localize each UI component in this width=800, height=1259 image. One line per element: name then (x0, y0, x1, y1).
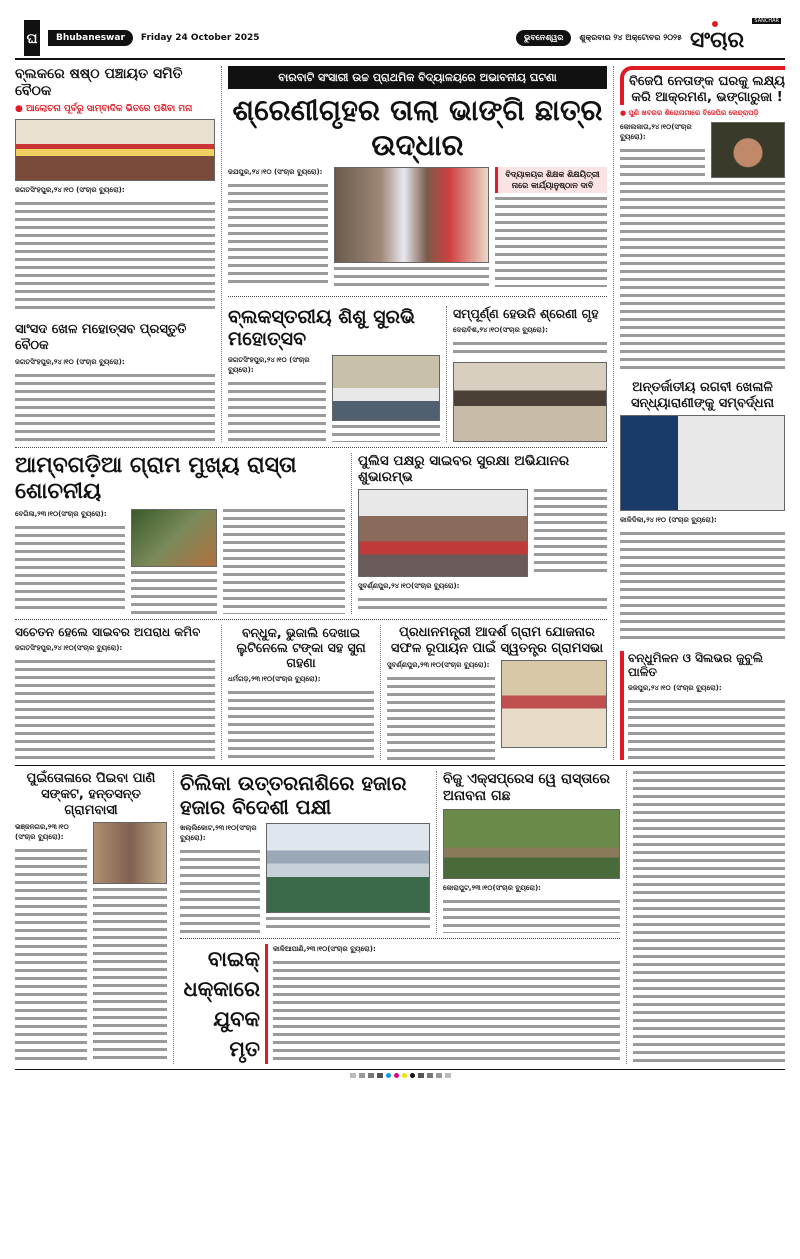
body-lead-col3 (495, 167, 607, 287)
page-letter: ଘ (24, 20, 40, 56)
article-chilika-bike (180, 771, 620, 1064)
column-rule (613, 66, 614, 760)
body-lines (387, 677, 495, 760)
headline-road: ଆମ୍ବଗଡ଼ିଆ ଗ୍ରାମ ମୁଖ୍ୟ ରାସ୍ତା ଶୋଚନୀୟ (15, 452, 297, 504)
column-rule (351, 453, 352, 614)
headline-bjp: ବିଜେପି ନେତାଙ୍କ ଘରକୁ ଲକ୍ଷ୍ୟ କରି ଆକ୍ରମଣ, ଭଙ୍ଗାରୁଜା ! (629, 74, 785, 105)
photo-rugby (620, 415, 785, 511)
body-lines (180, 850, 260, 933)
column-rule (446, 306, 447, 442)
road-body (15, 509, 345, 614)
photo-classroom (453, 362, 607, 442)
article-adarsh (387, 625, 607, 760)
divider (15, 619, 607, 620)
column-rule (221, 66, 222, 442)
body-lines (15, 849, 87, 1064)
headline-chilika: ଚିଲିକା ଉତ୍ତରନାଶିରେ ହଜାର ହଜାର ବିଦେଶୀ ପକ୍ଷୀ (180, 771, 407, 820)
divider-solid (15, 765, 785, 766)
body-road-2 (131, 509, 217, 614)
body-loot (228, 691, 374, 760)
dateline-lead: ଜଯପୁର,୨୪।୧୦ (ସଂଚାର ବ୍ୟୁରୋ): (228, 167, 323, 176)
surabhi-body (228, 355, 440, 441)
col-right (620, 66, 785, 760)
subhead-panchayat: ● ଆଲୋଚନା ପୂର୍ବରୁ ସାମ୍ବାଦିକ ଭିତରେ ପଶିବା ମନା (15, 103, 193, 114)
dateline-adarsh: ସୁବର୍ଣ୍ଣପୁର,୨୩।୧୦(ସଂଚାର ବ୍ୟୁରୋ): (387, 661, 490, 670)
body-biju (443, 900, 620, 933)
dateline-sansad: ଜଗତସିଂହପୁର,୨୪।୧୦ (ସଂଚାର ବ୍ୟୁରୋ): (15, 358, 125, 367)
logo-text: ସଂଚାର (690, 28, 745, 53)
body-road (15, 509, 125, 614)
lead-body (228, 167, 607, 287)
dateline-jubilee: ଜଜପୁର,୨୪।୧୦ (ସଂଚାର ବ୍ୟୁରୋ): (628, 684, 722, 693)
headline-line: ଯୁବକ ମୃତ (213, 1007, 260, 1062)
column-rule (173, 771, 174, 1064)
row-d (15, 771, 785, 1064)
chilika-body (180, 823, 430, 933)
body-biju-2 (633, 771, 785, 1064)
article-surabhi (228, 306, 440, 442)
body-sansad (15, 374, 215, 441)
dateline-surabhi: ଜଗତସିଂହପୁର,୨୪।୧୦ (ସଂଚାର ବ୍ୟୁରୋ): (228, 356, 310, 375)
body-lines (15, 526, 125, 614)
date-en: Friday 24 October 2025 (140, 33, 260, 43)
article-classroom (453, 306, 607, 442)
body-surabhi (228, 355, 326, 441)
photo-cyber-police (358, 489, 528, 577)
photo-students (334, 167, 489, 263)
body-chilika-3 (266, 917, 430, 933)
subhead-text: ଆଲୋଚନା ପୂର୍ବରୁ ସାମ୍ବାଦିକ ଭିତରେ ପଶିବା ମନା (26, 103, 193, 114)
kicker-lead: ବାରବାଟି ସଂସାରୀ ଉଚ୍ଚ ପ୍ରାଥମିକ ବିଦ୍ୟାଳୟରେ ଅଭାବନୀୟ ଘଟଣା (228, 66, 607, 89)
adarsh-body (387, 660, 607, 760)
dateline-biju: କୋରାପୁଟ,୨୩।୧୦(ସଂଚାର ବ୍ୟୁରୋ): (443, 883, 541, 892)
dateline-bjp: କୋଲକାତା,୨୪।୧୦(ସଂଚାର ବ୍ୟୁରୋ): (620, 123, 692, 142)
bike-accent-bar (265, 944, 268, 1064)
body-classroom (453, 342, 607, 358)
photo-biju-road (443, 809, 620, 879)
body-lines (334, 267, 489, 287)
bjp-top (620, 122, 785, 178)
body-bjp (620, 122, 705, 178)
headline-classroom: ସମ୍ପୂର୍ଣ୍ଣ ହେଉନି ଶ୍ରେଣୀ ଗୃହ (453, 305, 599, 321)
photo-gramsabha (501, 660, 607, 748)
photo-bjp-leader (711, 122, 785, 178)
headline-bike (180, 944, 260, 1064)
body-lines (620, 149, 705, 178)
headline-panchayat: ବ୍ଲକରେ ଷଷ୍ଠ ପଞ୍ଚାୟତ ସମିତି ବୈଠକ (15, 66, 183, 99)
subhead-bjp: ● ପୁଣି ଖବରର ଶିରୋନାମାରେ ବିଜେପିର କେନ୍ଦ୍ରାପଡ଼ି (620, 109, 759, 118)
col-left (15, 66, 215, 442)
body-lines (131, 571, 217, 614)
chilika-biju-row (180, 771, 620, 933)
jubilee-accent-bar (620, 651, 624, 761)
headline-loot: ବନ୍ଧୁକ, ଭୁଜାଲି ଦେଖାଇ ଲୁଟିନେଲେ ଟଙ୍କା ସହ ସୁନା ଗହଣା (236, 624, 366, 670)
body-cyber-police-2 (358, 598, 607, 614)
article-water (15, 771, 167, 1064)
body-surabhi-2 (332, 355, 440, 441)
dateline-classroom: ଦେରାବିଶ,୨୪।୧୦(ସଂଚାର ବ୍ୟୁରୋ): (453, 325, 548, 334)
body-water-2 (93, 822, 167, 1064)
body-lines (273, 961, 620, 1064)
body-panchayat (15, 202, 215, 312)
dateline-loot: ଧର୍ମଗଡ଼,୨୩।୧୦(ସଂଚାର ବ୍ୟୁରୋ): (228, 674, 321, 683)
masthead (15, 18, 785, 60)
headline-jubilee: ବନ୍ଧୁମିଳନ ଓ ସିଲଭର ଜୁବୁଲି ପାଳିତ (628, 650, 764, 679)
column-rule (626, 771, 627, 1064)
col-middle (228, 66, 607, 442)
dateline-road: ବେଗିଳା,୨୩।୧୦(ସଂଚାର ବ୍ୟୁରୋ): (15, 510, 107, 519)
cyber-police-top (358, 489, 607, 577)
dateline-cyber-aware: ଜଗତସିଂହପୁର,୨୪।୧୦(ସଂଚାର ବ୍ୟୁରୋ): (15, 644, 123, 653)
dateline-water: ଭଞ୍ଜନଗର,୨୩।୧୦ (ସଂଚାର ବ୍ୟୁରୋ): (15, 823, 69, 842)
photo-meeting (15, 119, 215, 181)
dateline-panchayat: ଜଗତସିଂହପୁର,୨୪।୧୦ (ସଂଚାର ବ୍ୟୁରୋ): (15, 186, 125, 195)
divider-solid (15, 1069, 785, 1070)
water-body (15, 822, 167, 1064)
divider (15, 447, 607, 448)
body-cyber-aware (15, 660, 215, 760)
headline-line: ବାଇକ୍ (207, 947, 260, 972)
body-lead-col2 (334, 167, 489, 287)
headline-sansad: ସାଂସଦ ଖେଳ ମହୋତ୍ସବ ପ୍ରସ୍ତୁତି ବୈଠକ (15, 322, 187, 353)
body-road-3 (223, 509, 345, 614)
row-a (15, 66, 607, 442)
body-lines (93, 888, 167, 1064)
body-lines (332, 425, 440, 441)
jubilee-content (628, 651, 785, 761)
headline-adarsh: ପ୍ରଧାନମନ୍ତ୍ରୀ ଆଦର୍ଶ ଗ୍ରାମ ଯୋଜନାର ସଫଳ ରୂପାୟନ ପାଇଁ ସ୍ୱତନ୍ତ୍ର ଗ୍ରାମସଭା (390, 624, 604, 656)
article-biju (443, 771, 620, 933)
date-or: ଶୁକ୍ରବାର ୨୪ ଅକ୍ଟୋବର ୨୦୨୫ (579, 33, 682, 42)
body-rugby (620, 532, 785, 640)
body-lines (228, 382, 326, 441)
article-cyber-aware (15, 625, 215, 760)
divider (180, 938, 620, 939)
main-area (15, 66, 785, 760)
body-adarsh (387, 660, 495, 760)
body-cyber-police (534, 489, 607, 577)
headline-water: ପୁଇଁତୋଳାରେ ପିଇବା ପାଣି ସଙ୍କଟ, ହନ୍ତସନ୍ତ ଗ୍ରାମବାସୀ (26, 771, 156, 818)
dateline-chilika: ଖଲ୍ଲିକୋଟ,୨୩।୧୦(ସଂଚାର ବ୍ୟୁରୋ): (180, 824, 257, 843)
body-bike (273, 944, 620, 1064)
left-area (15, 66, 607, 760)
sidebar-lead: ବିଦ୍ୟାଳୟର ଶିକ୍ଷକ ଶିକ୍ଷୟିତ୍ରୀ ନାରେ କାର୍ଯ୍ୟାନୁଷ୍ଠାନ ଦାବି (495, 167, 607, 193)
article-jubilee (620, 651, 785, 761)
dateline-bike: କାଳିଆପାଣି,୨୩।୧୦(ସଂଚାର ବ୍ୟୁରୋ): (273, 945, 376, 954)
photo-surabhi (332, 355, 440, 421)
row-a-lower (228, 306, 607, 442)
headline-cyber-aware: ସଚେତନ ହେଲେ ସାଇବର ଅପରାଧ କମିବ (15, 624, 201, 639)
headline-lead: ଶ୍ରେଣୀଗୃହର ତାଲା ଭାଙ୍ଗି ଛାତ୍ର ଉଦ୍ଧାର (232, 93, 603, 162)
column-rule (380, 625, 381, 760)
article-cyber-police (358, 453, 607, 614)
body-lines (495, 197, 607, 287)
headline-line: ଧକ୍କାରେ (183, 977, 260, 1002)
body-chilika (180, 823, 260, 933)
photo-road (131, 509, 217, 567)
city-en: Bhubaneswar (48, 30, 133, 46)
subhead-text: ପୁଣି ଖବରର ଶିରୋନାମାରେ ବିଜେପିର କେନ୍ଦ୍ରାପଡ଼ି (628, 109, 759, 118)
article-chilika (180, 771, 430, 933)
body-water (15, 822, 87, 1064)
divider (228, 296, 607, 297)
column-rule (221, 625, 222, 760)
dateline-cyber-police: ସୁବର୍ଣ୍ଣପୁର,୨୪।୧୦(ସଂଚାର ବ୍ୟୁରୋ): (358, 581, 460, 590)
headline-biju: ବିଜୁ ଏକ୍ସପ୍ରେସ ୱେ ରାସ୍ତାରେ ଅନାବନା ଗଛ (443, 771, 610, 805)
column-rule (436, 771, 437, 933)
row-c (15, 625, 607, 760)
body-jubilee (628, 700, 785, 760)
dateline-rugby: କାଳିଦିକା,୨୪।୧୦ (ସଂଚାର ବ୍ୟୁରୋ): (620, 516, 717, 525)
body-bjp-2 (620, 182, 785, 372)
headline-cyber-police: ପୁଲିସ ପକ୍ଷରୁ ସାଇବର ସୁରକ୍ଷା ଅଭିଯାନର ଶୁଭାରମ୍ଭ (358, 452, 570, 485)
logo-small: SANCHAR (754, 18, 779, 24)
article-road (15, 453, 345, 614)
article-bike (180, 944, 620, 1064)
body-chilika-2 (266, 823, 430, 933)
logo (690, 18, 785, 58)
body-lead-col1 (228, 167, 328, 287)
photo-birds (266, 823, 430, 913)
city-or: ଭୁବନେଶ୍ୱର (516, 30, 571, 46)
registration-marks (15, 1073, 785, 1078)
body-lines (228, 184, 328, 287)
headline-surabhi: ବ୍ଲକସ୍ତରୀୟ ଶିଶୁ ସୁରଭି ମହୋତ୍ସବ (228, 305, 415, 351)
headline-rugby: ଅନ୍ତର୍ଜାତୀୟ ରଗବୀ ଖେଳାଳି ସନ୍ଧ୍ୟାରାଣୀଙ୍କୁ ସମ୍ବର୍ଦ୍ଧନା (630, 380, 775, 411)
bjp-box (620, 66, 785, 105)
article-loot (228, 625, 374, 760)
photo-water (93, 822, 167, 884)
row-b (15, 453, 607, 614)
